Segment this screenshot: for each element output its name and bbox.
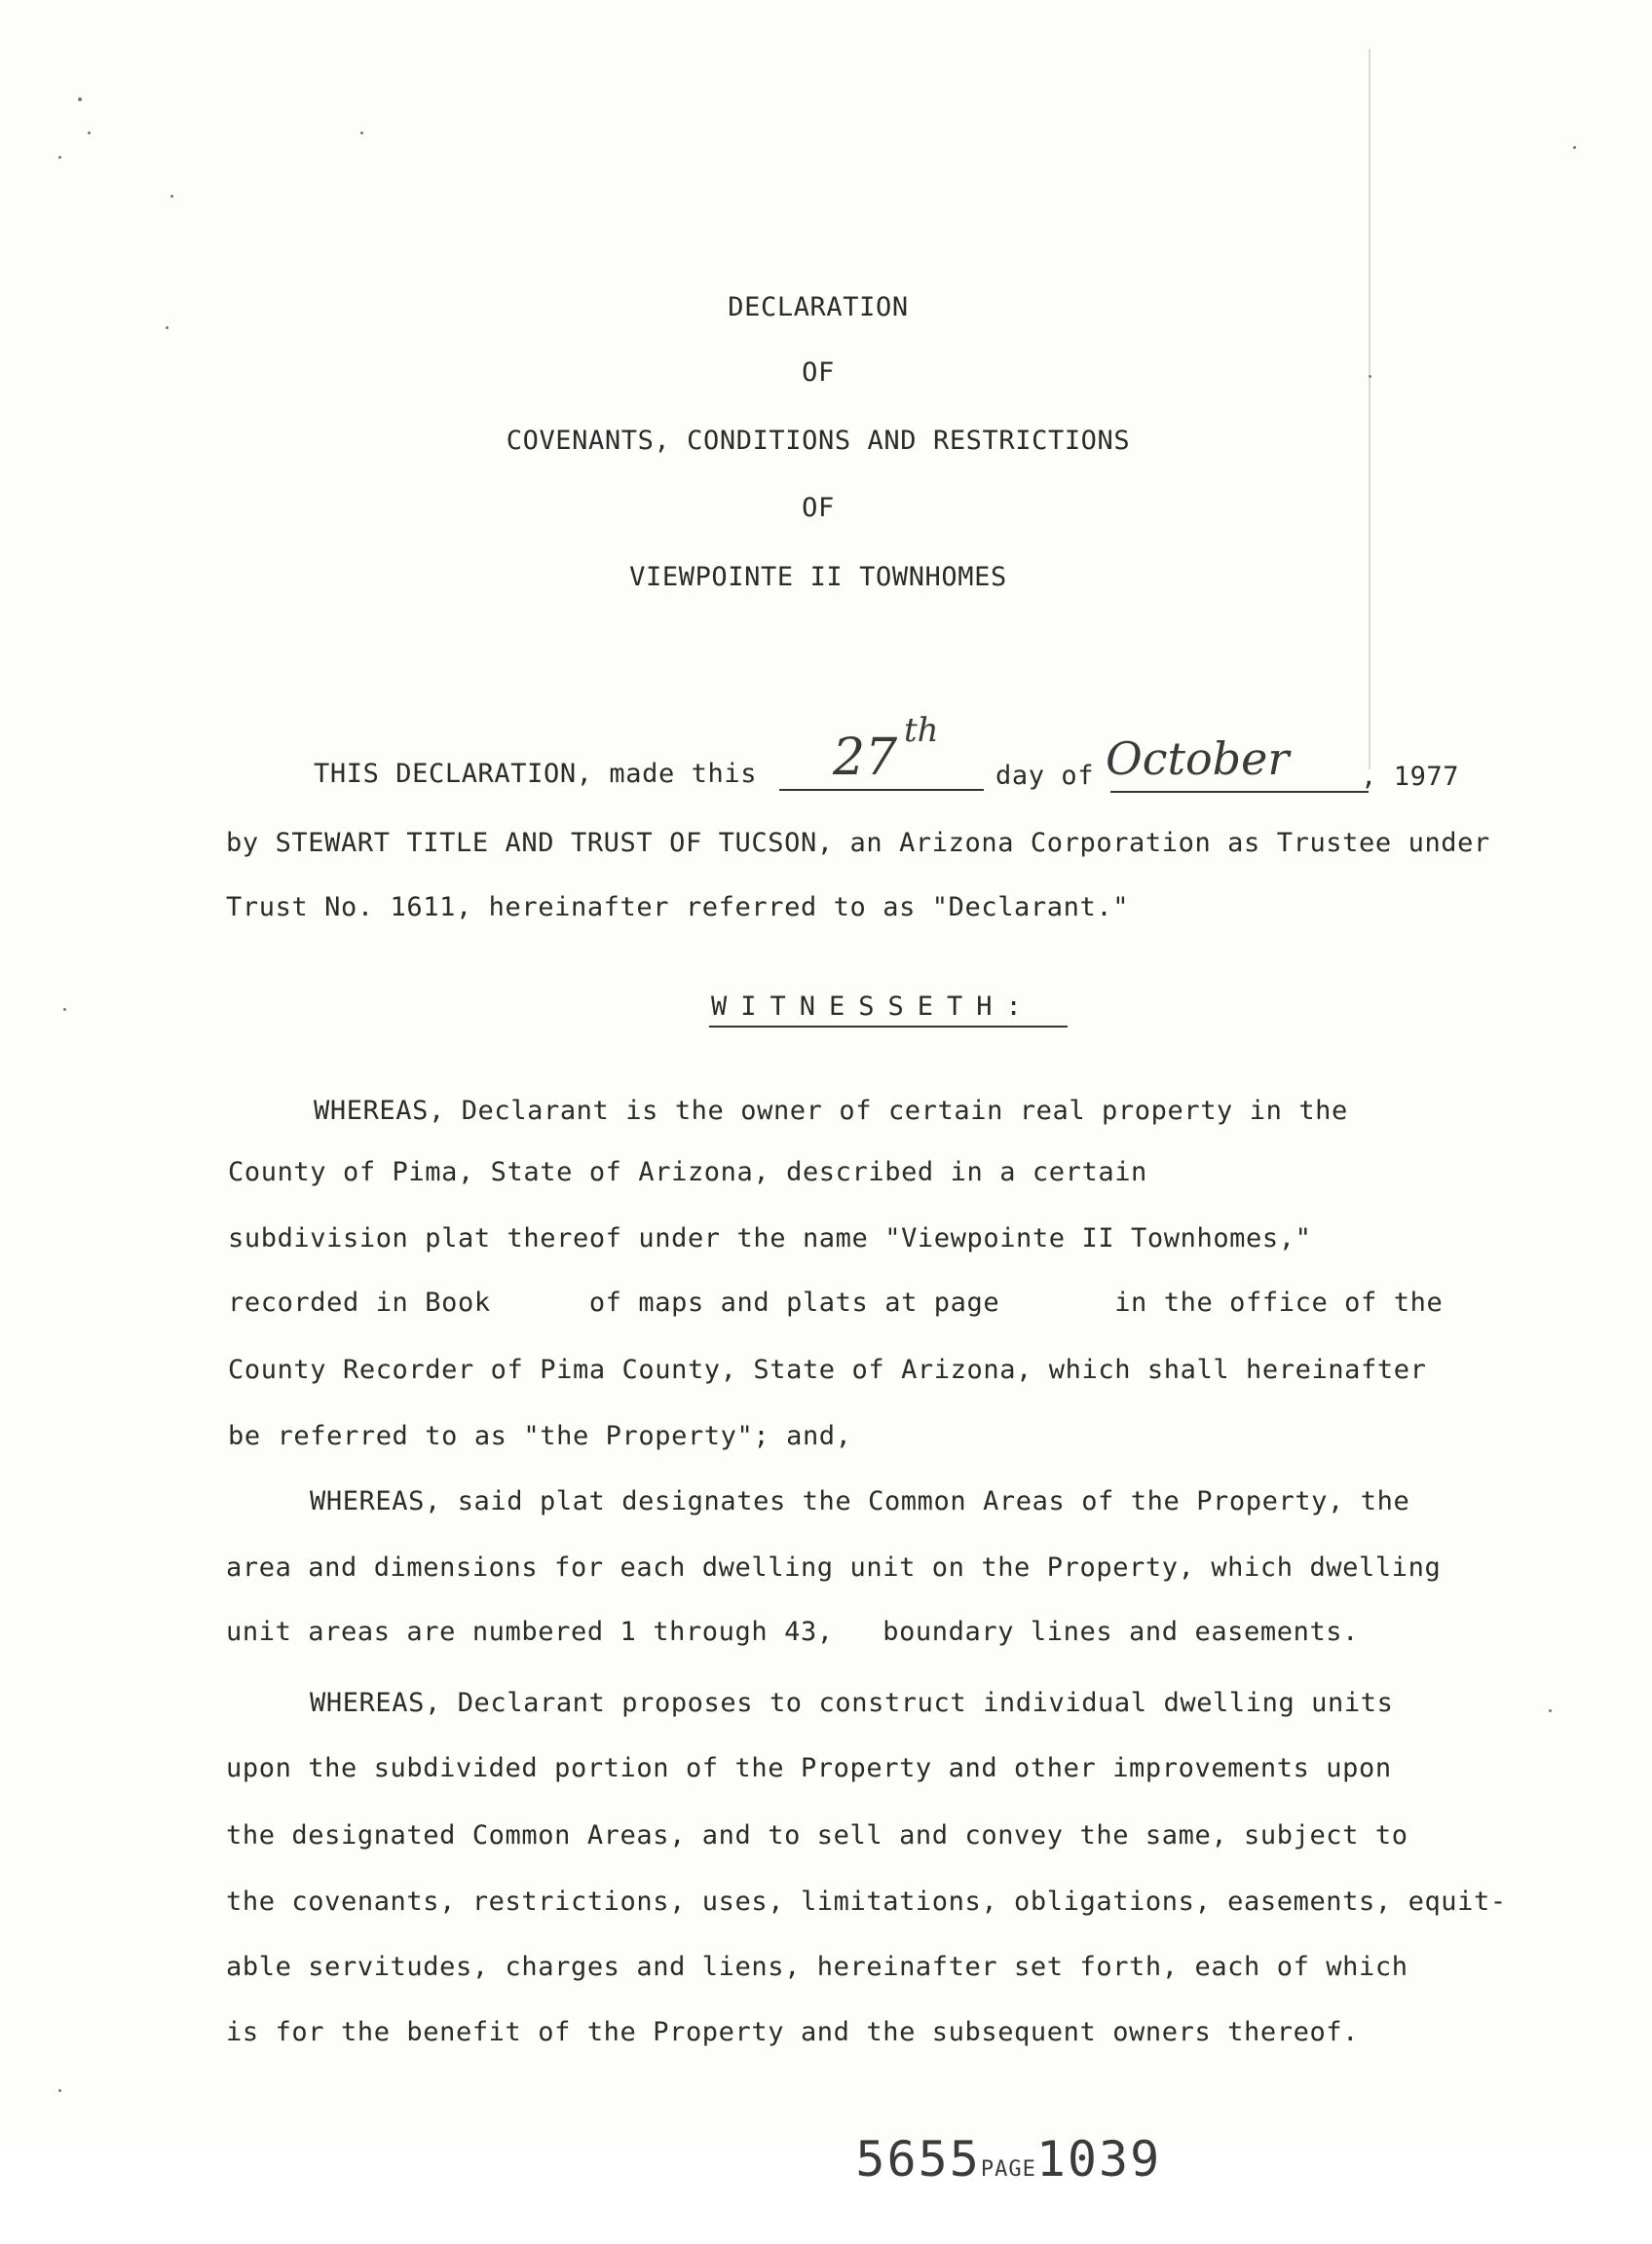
scan-speck — [166, 326, 169, 329]
p1-line-5: County Recorder of Pima County, State of Arizona, which shall hereinafter — [228, 1355, 1427, 1385]
p1-line-6: be referred to as "the Property"; and, — [228, 1421, 852, 1451]
p3-line-6: is for the benefit of the Property and the subsequent owners thereof. — [226, 2017, 1360, 2047]
p3-line-1: WHEREAS, Declarant proposes to construct individual dwelling units — [310, 1688, 1394, 1718]
handwritten-day-suffix: th — [904, 711, 939, 750]
intro-year: , 1977 — [1361, 762, 1460, 792]
scan-speck — [78, 97, 82, 101]
p1-line-4: recorded in Book of maps and plats at page in the office of the — [228, 1288, 1444, 1318]
witnesseth-underline — [709, 1026, 1068, 1028]
p1-line-2: County of Pima, State of Arizona, described in a certain — [228, 1157, 1147, 1187]
month-blank-underline — [1110, 791, 1369, 793]
scan-speck — [58, 2089, 61, 2092]
scan-speck — [1549, 1709, 1552, 1712]
title-line-covenants: COVENANTS, CONDITIONS AND RESTRICTIONS — [506, 426, 1131, 456]
handwritten-day: 27 — [833, 729, 898, 787]
p1-line-3: subdivision plat thereof under the name "Viewpointe II Townhomes," — [228, 1223, 1312, 1253]
handwritten-month: October — [1106, 732, 1290, 785]
p3-line-5: able servitudes, charges and liens, hereinafter set forth, each of which — [226, 1952, 1408, 1982]
scan-margin-line — [1369, 49, 1370, 769]
stamp-page-label: PAGE — [980, 2157, 1036, 2182]
recording-stamp — [731, 2075, 1161, 2244]
p3-line-2: upon the subdivided portion of the Property and other improvements upon — [226, 1753, 1392, 1783]
scan-speck — [58, 156, 61, 159]
title-line-of-1: OF — [802, 357, 835, 388]
stamp-page-number: 1039 — [1035, 2131, 1162, 2188]
p2-line-3: unit areas are numbered 1 through 43, boundary lines and easements. — [226, 1617, 1360, 1647]
p2-line-1: WHEREAS, said plat designates the Common Areas of the Property, the — [310, 1486, 1410, 1516]
stamp-book-number: 5655 — [855, 2131, 981, 2188]
title-line-declaration: DECLARATION — [728, 292, 909, 322]
scan-speck — [360, 131, 363, 134]
witnesseth-heading: WITNESSETH: — [711, 991, 1035, 1022]
intro-prefix: THIS DECLARATION, made this — [314, 759, 758, 789]
scan-speck — [88, 131, 91, 134]
intro-line-3: Trust No. 1611, hereinafter referred to as "Declarant." — [226, 892, 1130, 922]
scan-speck — [63, 1008, 66, 1011]
scan-speck — [170, 195, 173, 198]
title-line-viewpointe: VIEWPOINTE II TOWNHOMES — [629, 562, 1007, 592]
title-line-of-2: OF — [802, 493, 835, 523]
p2-line-2: area and dimensions for each dwelling unit on the Property, which dwelling — [226, 1552, 1442, 1583]
intro-middle: day of — [995, 761, 1095, 791]
day-blank-underline — [779, 789, 984, 791]
p3-line-4: the covenants, restrictions, uses, limitations, obligations, easements, equit- — [226, 1887, 1507, 1917]
scan-speck — [1573, 146, 1576, 149]
intro-line-2: by STEWART TITLE AND TRUST OF TUCSON, an Arizona Corporation as Trustee under — [226, 828, 1490, 858]
p3-line-3: the designated Common Areas, and to sell and convey the same, subject to — [226, 1820, 1408, 1851]
p1-line-1: WHEREAS, Declarant is the owner of certain real property in the — [314, 1096, 1348, 1126]
